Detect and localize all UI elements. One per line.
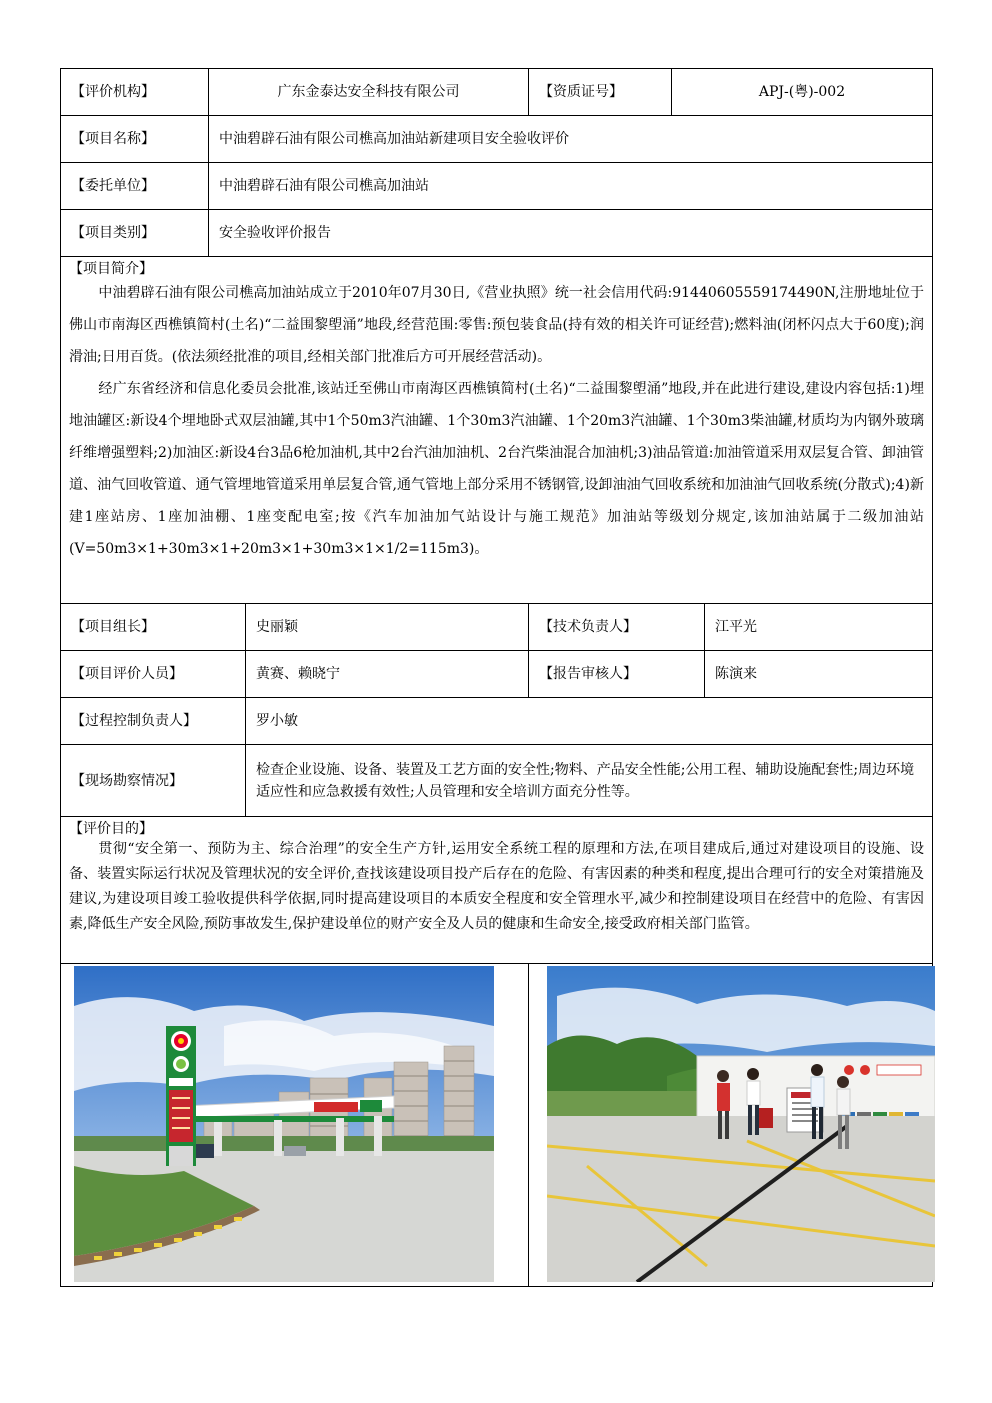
client-label: 【委托单位】 <box>61 163 209 210</box>
row-purpose <box>61 817 933 964</box>
cert-value: APJ-(粤)-002 <box>672 69 933 116</box>
process-value: 罗小敏 <box>246 698 933 745</box>
site-label: 【现场勘察情况】 <box>61 745 246 817</box>
members-value: 黄赛、赖晓宁 <box>246 651 529 698</box>
site-value: 检查企业设施、设备、装置及工艺方面的安全性;物料、产品安全性能;公用工程、辅助设施配套性;周边环境适应性和应急救援有效性;人员管理和安全培训方面充分性等。 <box>246 745 933 817</box>
gas-station-photo-icon <box>74 966 494 1282</box>
category-label: 【项目类别】 <box>61 210 209 257</box>
row-client <box>61 163 933 210</box>
process-label: 【过程控制负责人】 <box>61 698 246 745</box>
evaluator-value: 广东金泰达安全科技有限公司 <box>209 69 529 116</box>
leader-label: 【项目组长】 <box>61 604 246 651</box>
members-label: 【项目评价人员】 <box>61 651 246 698</box>
site-inspection-photo-icon <box>547 966 935 1282</box>
project-name-label: 【项目名称】 <box>61 116 209 163</box>
row-project-name <box>61 116 933 163</box>
row-intro <box>61 257 933 604</box>
evaluator-label: 【评价机构】 <box>61 69 209 116</box>
evaluation-info-table <box>60 68 933 1287</box>
site-inspection-photo <box>547 966 935 1282</box>
category-value: 安全验收评价报告 <box>209 210 933 257</box>
intro-cell <box>61 257 933 604</box>
report-sheet <box>60 68 932 1287</box>
row-site <box>61 745 933 817</box>
intro-title: 【项目简介】 <box>69 261 153 277</box>
leader-value: 史丽颖 <box>246 604 529 651</box>
gas-station-photo <box>74 966 494 1282</box>
tech-value: 江平光 <box>705 604 933 651</box>
row-photos <box>61 964 933 1287</box>
intro-paragraph-1: 中油碧辟石油有限公司樵高加油站成立于2010年07月30日,《营业执照》统一社会信用代码:91440605559174490N,注册地址位于佛山市南海区西樵镇简村(土名)“二益围黎塱涌”地段,经营范围:零售:预包装食品(持有效的相关许可证经营);燃料油(闭杯闪点大于60度);润滑油;日用百货。(依法须经批准的项目,经相关部门批准后方可开展经营活动)。 <box>69 285 924 365</box>
purpose-cell <box>61 817 933 964</box>
reviewer-value: 陈演来 <box>705 651 933 698</box>
photo-cell-right <box>529 964 933 1287</box>
row-leader <box>61 604 933 651</box>
photo-cell-left <box>61 964 529 1287</box>
row-category <box>61 210 933 257</box>
purpose-title: 【评价目的】 <box>69 821 153 837</box>
reviewer-label: 【报告审核人】 <box>529 651 705 698</box>
intro-paragraph-2: 经广东省经济和信息化委员会批准,该站迁至佛山市南海区西樵镇简村(土名)“二益围黎塱涌”地段,并在此进行建设,建设内容包括:1)埋地油罐区:新设4个埋地卧式双层油罐,其中1个50m3汽油罐、1个30m3汽油罐、1个20m3汽油罐、1个30m3柴油罐,材质均为内钢外玻璃纤维增强塑料;2)加油区:新设4台3品6枪加油机,其中2台汽油加油机、2台汽柴油混合加油机;3)油品管道:加油管道采用双层复合管、卸油管道、油气回收管道、通气管埋地管道采用单层复合管,通气管地上部分采用不锈钢管,设卸油油气回收系统和加油油气回收系统(分散式);4)新建1座站房、1座加油棚、1座变配电室;按《汽车加油加气站设计与施工规范》加油站等级划分规定,该加油站属于二级加油站(V=50m3×1+30m3×1+20m3×1+30m3×1×1/2=115m3)。 <box>69 381 924 557</box>
row-evaluator <box>61 69 933 116</box>
purpose-paragraph: 贯彻“安全第一、预防为主、综合治理”的安全生产方针,运用安全系统工程的原理和方法,在项目建成后,通过对建设项目的设施、设备、装置实际运行状况及管理状况的安全评价,查找该建设项目投产后存在的危险、有害因素的种类和程度,提出合理可行的安全对策措施及建议,为建设项目竣工验收提供科学依据,同时提高建设项目的本质安全程度和安全管理水平,减少和控制建设项目在经营中的危险、有害因素,降低生产安全风险,预防事故发生,保护建设单位的财产安全及人员的健康和生命安全,接受政府相关部门监管。 <box>69 841 924 932</box>
cert-label: 【资质证号】 <box>529 69 672 116</box>
row-members <box>61 651 933 698</box>
row-process <box>61 698 933 745</box>
client-value: 中油碧辟石油有限公司樵高加油站 <box>209 163 933 210</box>
tech-label: 【技术负责人】 <box>529 604 705 651</box>
project-name-value: 中油碧辟石油有限公司樵高加油站新建项目安全验收评价 <box>209 116 933 163</box>
